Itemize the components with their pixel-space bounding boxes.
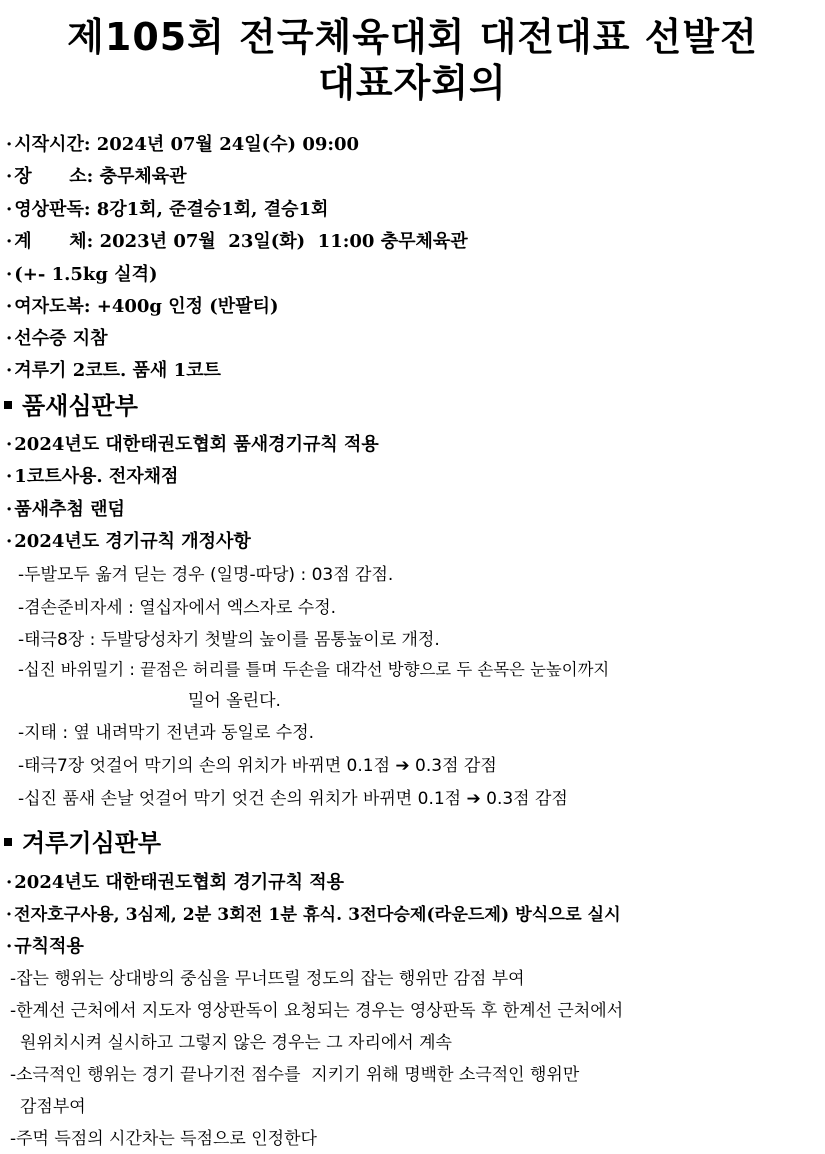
kyorugi-rule-continued: 원위치시켜 실시하고 그렇지 않은 경우는 그 자리에서 계속 (20, 1033, 452, 1053)
kyorugi-rule: -잡는 행위는 상대방의 중심을 무너뜨릴 정도의 잡는 행위만 감점 부여 (10, 969, 525, 989)
poomsae-item: · 품새추첨 랜덤 (6, 499, 125, 520)
page-title: 제105회 전국체육대회 대전대표 선발전 (67, 15, 758, 59)
square-bullet-icon (4, 401, 12, 409)
kyorugi-item: · 규칙적용 (6, 936, 84, 957)
poomsae-item: · 2024년도 경기규칙 개정사항 (6, 531, 251, 552)
poomsae-change: -십진 바위밀기 : 끝점은 허리를 틀며 두손을 대각선 방향으로 두 손목은 눈높이까지 (18, 660, 610, 679)
info-weight-tolerance: · (+- 1.5kg 실격) (6, 264, 158, 285)
info-weigh-in: · 계 체: 2023년 07월 23일(화) 11:00 충무체육관 (6, 231, 468, 252)
kyorugi-rule: -한계선 근처에서 지도자 영상판독이 요청되는 경우는 영상판독 후 한계선 근처에서 (10, 1001, 624, 1021)
kyorugi-rule: -주먹 득점의 시간차는 득점으로 인정한다 (10, 1129, 317, 1149)
kyorugi-item: · 전자호구사용, 3심제, 2분 3회전 1분 휴식. 3전다승제(라운드제) 방식으로 실시 (6, 905, 621, 925)
poomsae-item: · 1코트사용. 전자채점 (6, 466, 179, 487)
page-subtitle: 대표자회의 (318, 61, 507, 105)
poomsae-heading: 품새심판부 (4, 386, 138, 421)
poomsae-change: -두발모두 옮겨 딛는 경우 (일명-따당) : 03점 감점. (18, 565, 394, 585)
kyorugi-heading: 겨루기심판부 (4, 823, 161, 858)
info-courts: · 겨루기 2코트. 품새 1코트 (6, 360, 221, 381)
info-female-uniform: · 여자도복: +400g 인정 (반팔티) (6, 296, 279, 317)
poomsae-change: -지태 : 옆 내려막기 전년과 동일로 수정. (18, 723, 315, 743)
poomsae-change: -태극8장 : 두발당성차기 첫발의 높이를 몸통높이로 개정. (18, 630, 440, 650)
poomsae-change: -태극7장 엇걸어 막기의 손의 위치가 바뀌면 0.1점 ➔ 0.3점 감점 (18, 756, 497, 776)
kyorugi-rule-continued: 감점부여 (20, 1097, 86, 1117)
poomsae-change-continued: 밀어 올린다. (188, 691, 281, 711)
info-athlete-card: · 선수증 지참 (6, 328, 108, 349)
kyorugi-item: · 2024년도 대한태권도협회 경기규칙 적용 (6, 872, 344, 893)
square-bullet-icon (4, 838, 12, 846)
info-venue: · 장 소: 충무체육관 (6, 166, 187, 187)
info-video-review: · 영상판독: 8강1회, 준결승1회, 결승1회 (6, 199, 329, 220)
poomsae-item: · 2024년도 대한태권도협회 품새경기규칙 적용 (6, 434, 379, 455)
info-start-time: · 시작시간: 2024년 07월 24일(수) 09:00 (6, 134, 360, 155)
poomsae-change: -겸손준비자세 : 열십자에서 엑스자로 수정. (18, 598, 337, 618)
kyorugi-rule: -소극적인 행위는 경기 끝나기전 점수를 지키기 위해 명백한 소극적인 행위만 (10, 1065, 580, 1085)
poomsae-change: -십진 품새 손날 엇걸어 막기 엇건 손의 위치가 바뀌면 0.1점 ➔ 0.3점 감점 (18, 789, 568, 809)
